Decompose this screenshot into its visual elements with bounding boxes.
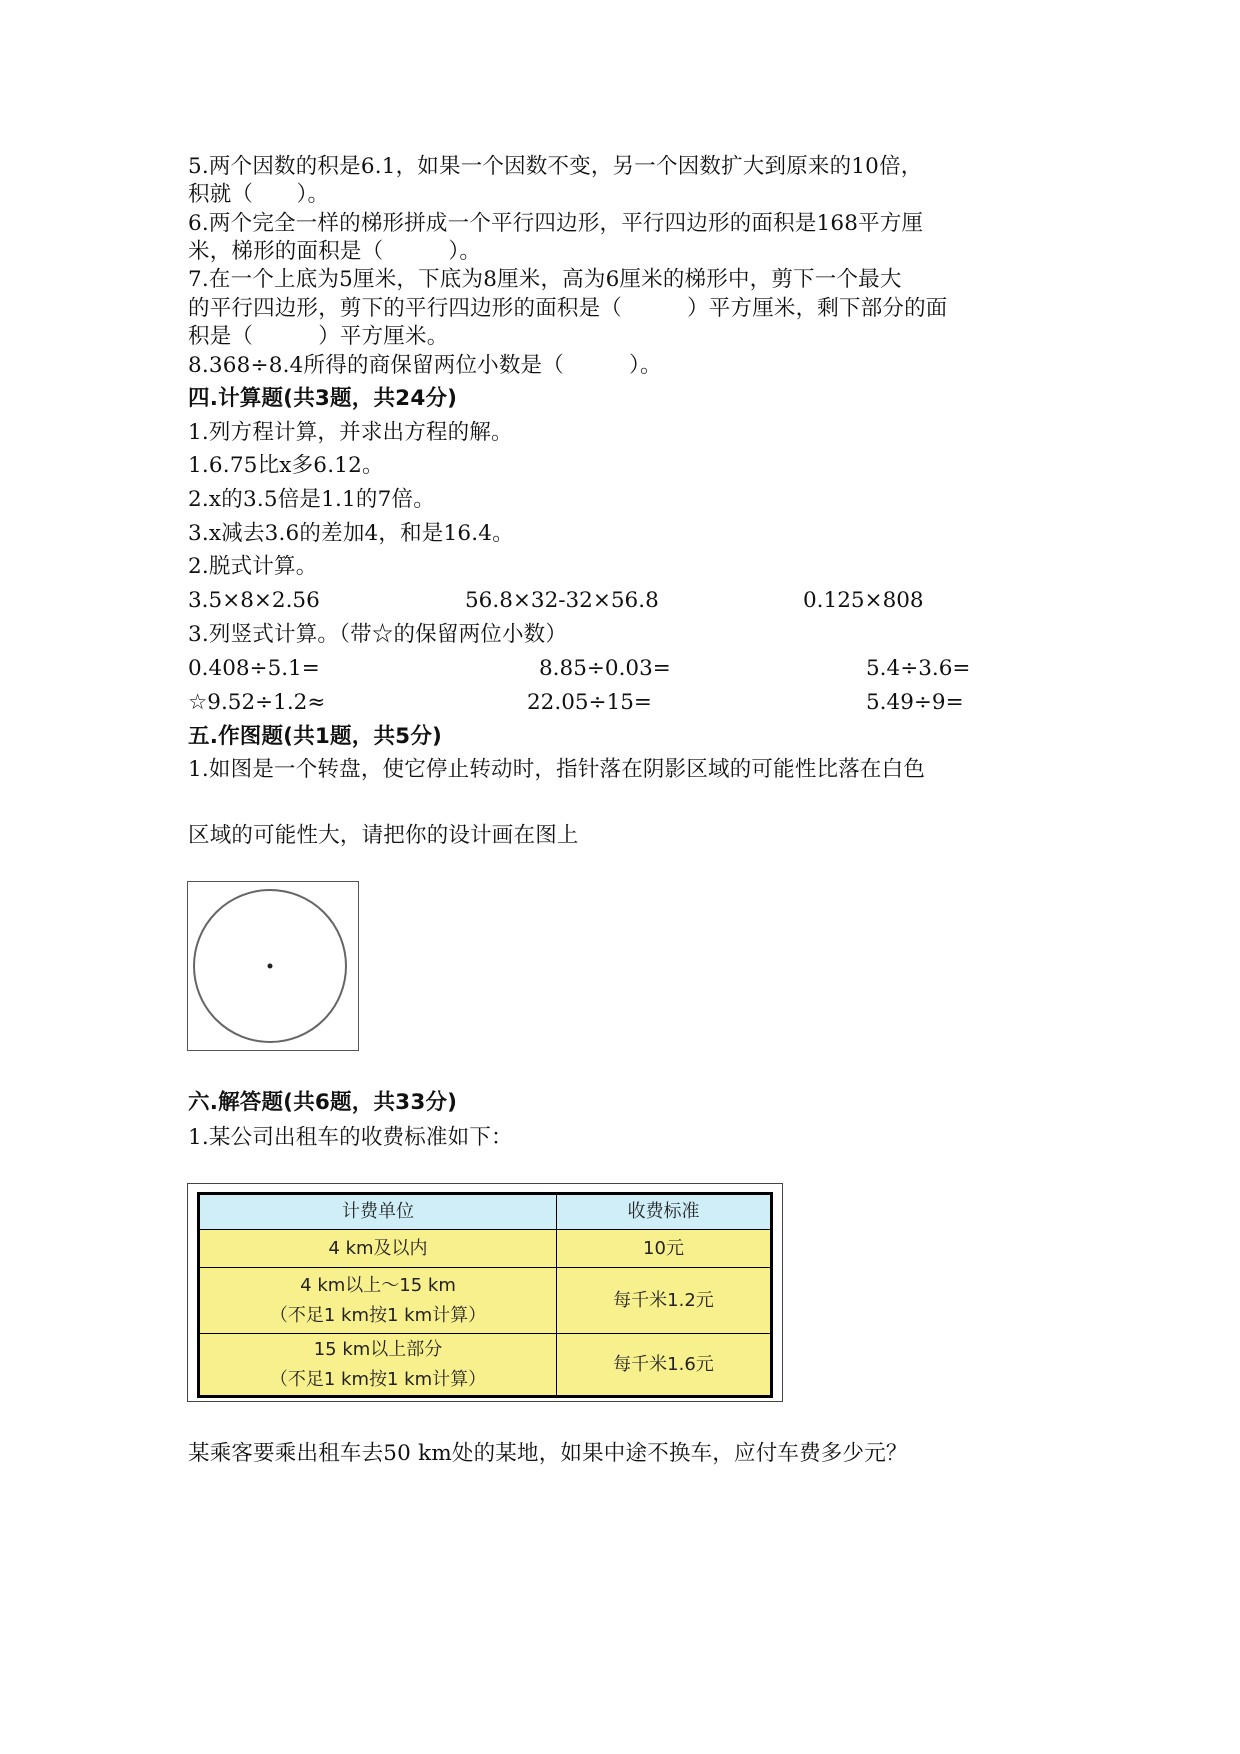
- taxi-fee-table-frame: [187, 1183, 783, 1402]
- table-cell-unit: [199, 1334, 557, 1397]
- drawing-q1-line2: 区域的可能性大，请把你的设计画在图上: [188, 823, 579, 848]
- taxi-fee-table: [197, 1192, 773, 1398]
- calc-p1-title: 1.列方程计算，并求出方程的解。: [188, 420, 513, 445]
- drawing-q1-line1: 1.如图是一个转盘，使它停止转动时，指针落在阴影区域的可能性比落在白色: [188, 757, 926, 782]
- calc-p3-expr: 0.408÷5.1=: [188, 656, 320, 681]
- answer-q1-title: 1.某公司出租车的收费标准如下：: [188, 1125, 513, 1150]
- calc-p2-expr: 0.125×808: [803, 588, 924, 613]
- table-cell-unit: [199, 1268, 557, 1334]
- q8-line: 8.368÷8.4所得的商保留两位小数是（ ）。: [188, 353, 662, 378]
- table-header-cell: 计费单位: [199, 1194, 557, 1230]
- table-row: [199, 1334, 772, 1397]
- calc-p3-title: 3.列竖式计算。（带☆的保留两位小数）: [188, 622, 568, 647]
- table-cell-fee: 每千米1.2元: [557, 1268, 772, 1334]
- unit-line: 4 km及以内: [328, 1237, 428, 1259]
- table-cell-unit: [199, 1230, 557, 1268]
- unit-note: （不足1 km按1 km计算）: [269, 1368, 487, 1390]
- q7-line1: 7.在一个上底为5厘米，下底为8厘米，高为6厘米的梯形中，剪下一个最大: [188, 267, 902, 292]
- spinner-circle: [188, 882, 358, 1050]
- calc-p2-expr: 3.5×8×2.56: [188, 588, 320, 613]
- unit-line: 15 km以上部分: [313, 1338, 443, 1360]
- calc-p3-expr: 8.85÷0.03=: [539, 656, 671, 681]
- calc-p3-expr: 5.4÷3.6=: [866, 656, 971, 681]
- table-header-cell: 收费标准: [557, 1194, 772, 1230]
- q6-line1: 6.两个完全一样的梯形拼成一个平行四边形，平行四边形的面积是168平方厘: [188, 211, 924, 236]
- calc-p1-item: 2.x的3.5倍是1.1的7倍。: [188, 487, 435, 512]
- answer-q1-question: 某乘客要乘出租车去50 km处的某地，如果中途不换车，应付车费多少元？: [188, 1441, 908, 1466]
- unit-note: （不足1 km按1 km计算）: [269, 1304, 487, 1326]
- spinner-figure[interactable]: [187, 881, 359, 1051]
- calc-p1-item: 1.6.75比x多6.12。: [188, 453, 384, 478]
- table-row: [199, 1268, 772, 1334]
- calc-p1-item: 3.x减去3.6的差加4，和是16.4。: [188, 521, 514, 546]
- table-row: [199, 1230, 772, 1268]
- section-calc-heading: 四.计算题(共3题，共24分): [188, 386, 458, 411]
- table-cell-fee: 10元: [557, 1230, 772, 1268]
- q5-line2: 积就（ ）。: [188, 182, 330, 207]
- q7-line3: 积是（ ）平方厘米。: [188, 324, 449, 349]
- table-header-row: [199, 1194, 772, 1230]
- calc-p3-expr: ☆9.52÷1.2≈: [188, 690, 326, 715]
- table-cell-fee: 每千米1.6元: [557, 1334, 772, 1397]
- q5-line1: 5.两个因数的积是6.1，如果一个因数不变，另一个因数扩大到原来的10倍，: [188, 154, 923, 179]
- section-drawing-heading: 五.作图题(共1题，共5分): [188, 724, 443, 749]
- calc-p2-title: 2.脱式计算。: [188, 554, 318, 579]
- calc-p2-expr: 56.8×32-32×56.8: [465, 588, 659, 613]
- calc-p3-expr: 22.05÷15=: [527, 690, 652, 715]
- q6-line2: 米，梯形的面积是（ ）。: [188, 239, 482, 264]
- calc-p3-expr: 5.49÷9=: [866, 690, 964, 715]
- unit-line: 4 km以上～15 km: [300, 1274, 456, 1296]
- section-answer-heading: 六.解答题(共6题，共33分): [188, 1090, 458, 1115]
- q7-line2: 的平行四边形，剪下的平行四边形的面积是（ ）平方厘米，剩下部分的面: [188, 296, 948, 321]
